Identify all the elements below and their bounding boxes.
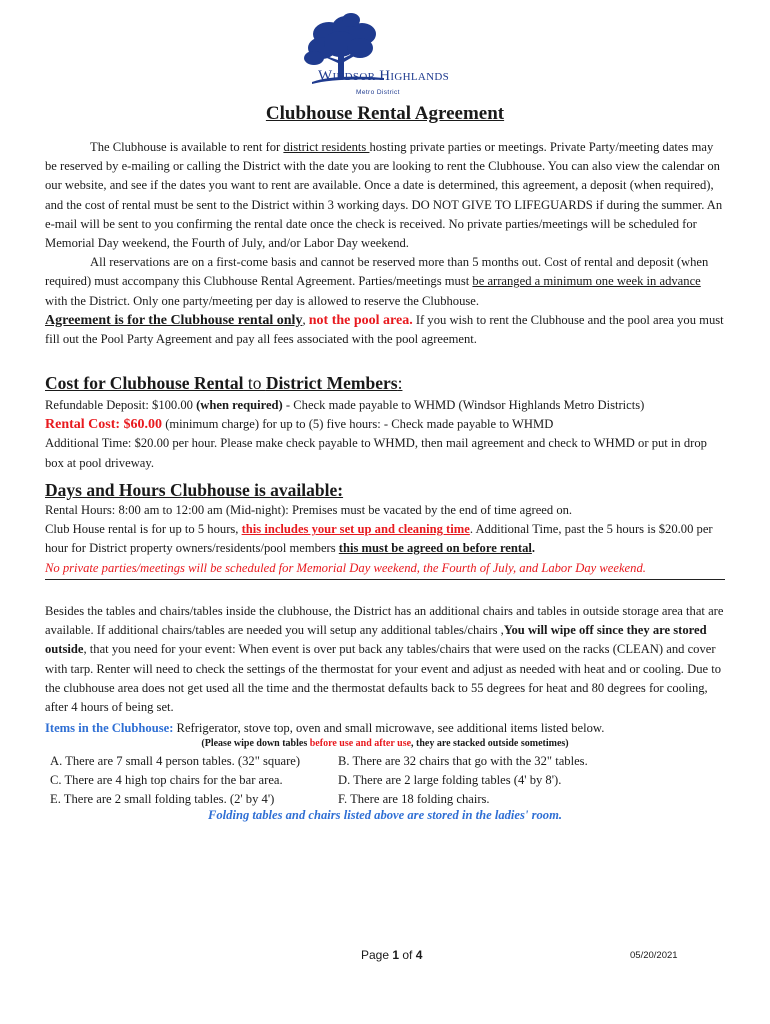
additional-time-line: Additional Time: $20.00 per hour. Please make check payable to WHMD, then mail agreement and check to WHMD or put in drop box at pool driveway. bbox=[45, 436, 707, 470]
deposit-text: Refundable Deposit: $100.00 bbox=[45, 398, 197, 412]
item-c: C. There are 4 high top chairs for the bar area. bbox=[50, 773, 283, 788]
page-current: 1 bbox=[392, 948, 400, 962]
duration-text: Club House rental is for up to 5 hours, bbox=[45, 522, 242, 537]
list-item bbox=[50, 771, 730, 790]
wipe-note-text-rest: , they are stacked outside sometimes) bbox=[411, 738, 569, 749]
logo-name: Windsor Highlands bbox=[318, 68, 450, 84]
hours-heading: Days and Hours Clubhouse is available: bbox=[45, 480, 344, 500]
cost-heading-colon: : bbox=[397, 373, 403, 393]
district-residents-text: district residents bbox=[283, 140, 370, 154]
rental-duration-line bbox=[45, 520, 725, 558]
reservation-text: All reservations are on a first-come basis and cannot be reserved more than 5 months out. Cost of rental and deposit (when required) must accompany this Clubhouse Rental Agreement. Parties/meetings must bbox=[45, 255, 709, 289]
storage-text: Besides the tables and chairs/tables inside the clubhouse, the District has an additional chairs and tables in outside storage area that are available. If additional chairs/tables are needed you will setup any additional tables/chairs , bbox=[45, 604, 724, 638]
before-after-use-text: before use and after use bbox=[309, 738, 412, 749]
page-prefix: Page bbox=[361, 948, 393, 962]
items-list bbox=[50, 752, 730, 810]
cost-heading-to: to bbox=[243, 373, 266, 393]
page-total: 4 bbox=[415, 948, 423, 962]
storage-text-rest: , that you need for your event: When event is over put back any tables/chairs that were used on the racks (CLEAN) and cover with tarp. Renter will need to check the settings of the thermostat for your event and adjust as needed with heat and or cooling. Due to the clubhouse area does not get used all the time and the thermostat defaults back to 55 degrees for heat and 80 degrees for cooling, after 4 hours of being set. bbox=[45, 642, 722, 715]
items-text: Refrigerator, stove top, oven and small microwave, see additional items listed below. bbox=[173, 721, 605, 735]
additional-time-text: . Additional Time, past the 5 hours is $20.00 per hour for District property owners/residents/pool members bbox=[45, 522, 713, 556]
rental-cost-line bbox=[45, 415, 725, 434]
agreed-before-rental-text: this must be agreed on before rental bbox=[338, 541, 532, 556]
page-of: of bbox=[399, 948, 416, 962]
advance-notice-text: be arranged a minimum one week in advance bbox=[472, 274, 701, 289]
item-b: B. There are 32 chairs that go with the 32" tables. bbox=[338, 754, 588, 768]
wipe-down-note bbox=[0, 738, 770, 749]
pool-agreement-text: If you wish to rent the Clubhouse and the pool area you must fill out the Pool Party Agreement and pay all fees associated with the pool agreement. bbox=[45, 312, 724, 347]
setup-cleaning-text: this includes your set up and cleaning time bbox=[241, 522, 470, 537]
item-e: E. There are 2 small folding tables. (2' by 4') bbox=[50, 792, 275, 807]
outside-storage-paragraph bbox=[45, 602, 725, 717]
hours-section bbox=[45, 501, 725, 578]
intro-paragraph-2 bbox=[45, 253, 725, 311]
reservation-text-rest: with the District. Only one party/meeting per day is allowed to reserve the Clubhouse. bbox=[45, 293, 480, 308]
period-text: . bbox=[531, 541, 536, 556]
rental-cost-label: Rental Cost: $60.00 bbox=[45, 417, 163, 433]
clubhouse-only-text: Agreement is for the Clubhouse rental only bbox=[45, 312, 303, 328]
section-divider bbox=[45, 579, 725, 580]
items-line bbox=[45, 719, 725, 738]
comma-text: , bbox=[302, 312, 309, 327]
folding-storage-note: Folding tables and chairs listed above are stored in the ladies' room. bbox=[207, 808, 563, 822]
district-logo bbox=[294, 12, 479, 104]
page-number bbox=[361, 948, 422, 962]
outside-storage-section bbox=[45, 602, 725, 717]
holiday-notice: No private parties/meetings will be scheduled for Memorial Day weekend, the Fourth of July, and Labor Day weekend. bbox=[45, 560, 646, 575]
cost-section bbox=[45, 396, 725, 473]
item-d: D. There are 2 large folding tables (4' by 8'). bbox=[338, 773, 562, 788]
wipe-note-text: (Please wipe down tables bbox=[201, 738, 310, 749]
logo-subtitle: Metro District bbox=[356, 89, 400, 96]
document-date: 05/20/2021 bbox=[630, 950, 678, 961]
rental-cost-text: (minimum charge) for up to (5) five hours: - Check made payable to WHMD bbox=[162, 417, 554, 432]
not-pool-area-text: not the pool area. bbox=[308, 312, 413, 328]
items-label: Items in the Clubhouse: bbox=[45, 721, 174, 735]
rental-hours-line: Rental Hours: 8:00 am to 12:00 am (Mid-night): Premises must be vacated by the end of time agreed on. bbox=[45, 503, 573, 517]
intro-paragraph-3 bbox=[45, 311, 725, 349]
list-item bbox=[50, 752, 730, 771]
intro-text-rest: hosting private parties or meetings. Private Party/meeting dates may be reserved by e-mailing or calling the District with the date you are looking to rent the Clubhouse. You can also view the calendar on our website, and see if the dates you want to rent are available. Once a date is determined, this agreement, a deposit (when required), and the cost of rental must be sent to the District within 3 working days. DO NOT GIVE TO LIFEGUARDS if during the summer. An e-mail will be sent to you confirming the rental date once the check is received. No private parties/meetings will be scheduled for Memorial Day weekend, the Fourth of July, and/or Labor Day weekend. bbox=[45, 140, 723, 251]
cost-heading-members: District Members bbox=[265, 373, 398, 393]
wipe-off-text: You will wipe off since they are stored outside bbox=[45, 623, 707, 657]
page-title: Clubhouse Rental Agreement bbox=[265, 103, 505, 124]
item-f: F. There are 18 folding chairs. bbox=[338, 792, 490, 807]
intro-paragraph-1 bbox=[45, 138, 725, 253]
list-item bbox=[50, 790, 730, 809]
intro-text: The Clubhouse is available to rent for bbox=[90, 140, 284, 154]
intro-section bbox=[45, 138, 725, 349]
deposit-line bbox=[45, 396, 725, 415]
deposit-payable-text: - Check made payable to WHMD (Windsor Highlands Metro Districts) bbox=[282, 398, 645, 412]
when-required-text: (when required) bbox=[196, 398, 283, 412]
cost-heading-part: Cost for Clubhouse Rental bbox=[45, 373, 244, 393]
cost-heading bbox=[45, 373, 402, 394]
item-a: A. There are 7 small 4 person tables. (32" square) bbox=[50, 754, 301, 768]
